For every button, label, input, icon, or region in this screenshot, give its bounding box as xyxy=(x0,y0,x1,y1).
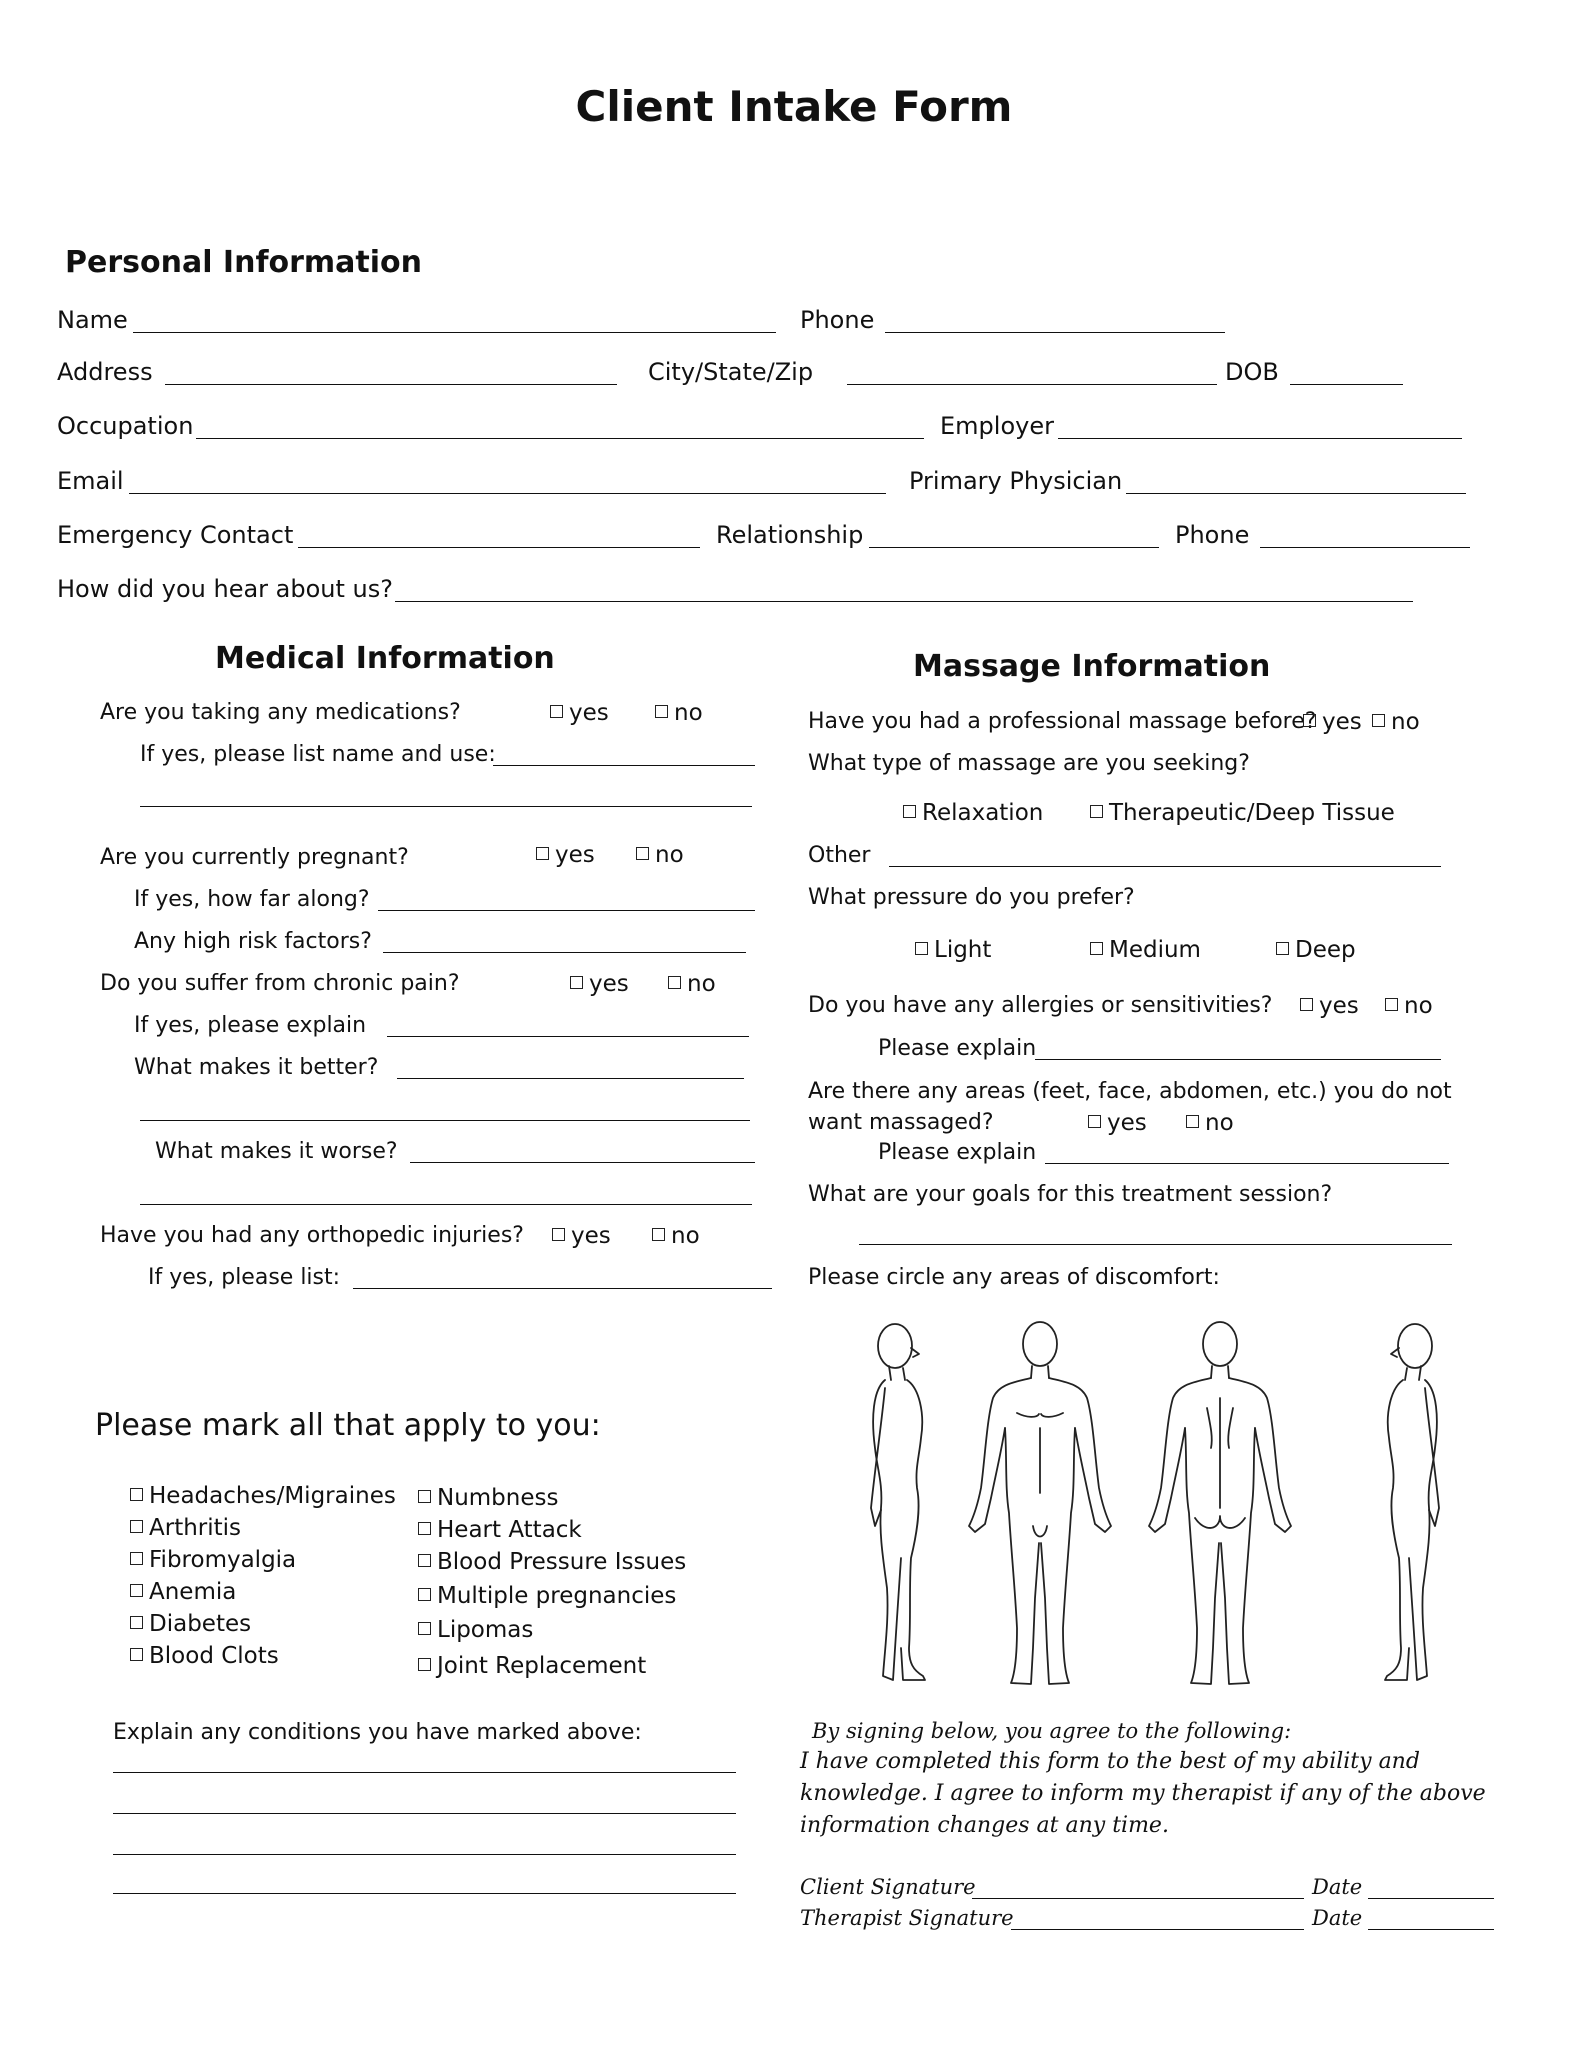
had-massage-yes-option[interactable]: yes xyxy=(1303,707,1362,737)
conditions-explain-field-3[interactable] xyxy=(113,1854,736,1855)
medications-question: Are you taking any medications? xyxy=(100,700,461,725)
checkbox-icon xyxy=(655,705,668,718)
medications-no-option[interactable]: no xyxy=(655,698,703,728)
orthopedic-yes-option[interactable]: yes xyxy=(552,1221,611,1251)
better-field[interactable] xyxy=(397,1078,744,1079)
body-back-figure xyxy=(1149,1322,1291,1684)
body-front-figure xyxy=(969,1322,1111,1684)
condition-blood-pressure[interactable]: Blood Pressure Issues xyxy=(418,1547,686,1577)
areas-explain-field[interactable] xyxy=(1045,1163,1449,1164)
agreement-intro: By signing below, you agree to the following: xyxy=(812,1719,1292,1743)
checkbox-icon xyxy=(418,1622,431,1635)
condition-diabetes[interactable]: Diabetes xyxy=(130,1609,251,1639)
hear-about-field[interactable] xyxy=(395,601,1413,602)
pressure-deep-option[interactable]: Deep xyxy=(1276,935,1356,965)
condition-headaches[interactable]: Headaches/Migraines xyxy=(130,1481,396,1511)
condition-fibromyalgia[interactable]: Fibromyalgia xyxy=(130,1545,296,1575)
checkbox-icon xyxy=(130,1552,143,1565)
medications-list-field[interactable] xyxy=(493,765,755,766)
condition-multiple-pregnancies[interactable]: Multiple pregnancies xyxy=(418,1581,676,1611)
dob-field[interactable] xyxy=(1290,384,1403,385)
hear-about-label: How did you hear about us? xyxy=(57,575,393,603)
areas-explain-label: Please explain xyxy=(878,1140,1037,1165)
relaxation-option[interactable]: Relaxation xyxy=(903,798,1043,828)
other-field[interactable] xyxy=(889,866,1441,867)
phone-field[interactable] xyxy=(885,332,1225,333)
checkbox-icon xyxy=(903,805,916,818)
dob-label: DOB xyxy=(1225,358,1279,386)
employer-label: Employer xyxy=(940,412,1054,440)
checkbox-icon xyxy=(1300,998,1313,1011)
email-label: Email xyxy=(57,467,124,495)
allergies-no-option[interactable]: no xyxy=(1385,991,1433,1021)
allergies-explain-label: Please explain xyxy=(878,1036,1037,1061)
emergency-contact-label: Emergency Contact xyxy=(57,521,294,549)
checkbox-icon xyxy=(130,1584,143,1597)
other-label: Other xyxy=(808,843,871,868)
checkbox-icon xyxy=(418,1522,431,1535)
relationship-field[interactable] xyxy=(869,547,1159,548)
page-title: Client Intake Form xyxy=(575,82,1013,131)
checkbox-icon xyxy=(130,1648,143,1661)
checkbox-icon xyxy=(1088,1115,1101,1128)
pregnant-yes-option[interactable]: yes xyxy=(536,840,595,870)
ortho-list-field[interactable] xyxy=(353,1288,772,1289)
allergies-yes-option[interactable]: yes xyxy=(1300,991,1359,1021)
checkbox-icon xyxy=(130,1520,143,1533)
address-field[interactable] xyxy=(165,384,617,385)
city-state-zip-field[interactable] xyxy=(847,384,1217,385)
therapeutic-option[interactable]: Therapeutic/Deep Tissue xyxy=(1090,798,1395,828)
checkbox-icon xyxy=(418,1554,431,1567)
worse-label: What makes it worse? xyxy=(155,1139,398,1164)
areas-no-option[interactable]: no xyxy=(1186,1108,1234,1138)
occupation-label: Occupation xyxy=(57,412,194,440)
high-risk-field[interactable] xyxy=(383,952,746,953)
pressure-light-option[interactable]: Light xyxy=(915,935,991,965)
chronic-pain-question: Do you suffer from chronic pain? xyxy=(100,971,460,996)
checkbox-icon xyxy=(130,1488,143,1501)
checkbox-icon xyxy=(652,1228,665,1241)
checkbox-icon xyxy=(550,705,563,718)
condition-blood-clots[interactable]: Blood Clots xyxy=(130,1641,279,1671)
checkbox-icon xyxy=(1385,998,1398,1011)
emergency-phone-field[interactable] xyxy=(1260,547,1470,548)
condition-arthritis[interactable]: Arthritis xyxy=(130,1513,241,1543)
primary-physician-field[interactable] xyxy=(1126,493,1466,494)
pain-explain-field[interactable] xyxy=(387,1036,749,1037)
pain-explain-label: If yes, please explain xyxy=(134,1013,367,1038)
checkbox-icon xyxy=(1186,1115,1199,1128)
address-label: Address xyxy=(57,358,153,386)
areas-yes-option[interactable]: yes xyxy=(1088,1108,1147,1138)
body-diagram[interactable] xyxy=(845,1318,1465,1698)
pressure-question: What pressure do you prefer? xyxy=(808,885,1135,910)
areas-question-line1: Are there any areas (feet, face, abdomen, etc.) you do not xyxy=(808,1079,1452,1104)
conditions-explain-field-2[interactable] xyxy=(113,1813,736,1814)
chronic-pain-yes-option[interactable]: yes xyxy=(570,969,629,999)
pressure-medium-option[interactable]: Medium xyxy=(1090,935,1201,965)
emergency-contact-field[interactable] xyxy=(298,547,700,548)
condition-anemia[interactable]: Anemia xyxy=(130,1577,236,1607)
checkbox-icon xyxy=(636,847,649,860)
name-label: Name xyxy=(57,306,128,334)
worse-field[interactable] xyxy=(410,1162,755,1163)
city-state-zip-label: City/State/Zip xyxy=(648,358,814,386)
condition-lipomas[interactable]: Lipomas xyxy=(418,1615,533,1645)
high-risk-label: Any high risk factors? xyxy=(134,929,372,954)
orthopedic-no-option[interactable]: no xyxy=(652,1221,700,1251)
checkbox-icon xyxy=(570,976,583,989)
checkbox-icon xyxy=(130,1616,143,1629)
allergies-explain-field[interactable] xyxy=(1035,1059,1441,1060)
relationship-label: Relationship xyxy=(716,521,864,549)
medical-info-heading: Medical Information xyxy=(215,641,555,676)
therapist-signature-field[interactable] xyxy=(1011,1929,1304,1930)
pregnant-question: Are you currently pregnant? xyxy=(100,845,409,870)
client-signature-field[interactable] xyxy=(972,1898,1304,1899)
primary-physician-label: Primary Physician xyxy=(909,467,1123,495)
conditions-explain-label: Explain any conditions you have marked above: xyxy=(113,1720,642,1745)
checkbox-icon xyxy=(915,942,928,955)
chronic-pain-no-option[interactable]: no xyxy=(668,969,716,999)
goals-question: What are your goals for this treatment session? xyxy=(808,1182,1333,1207)
checkbox-icon xyxy=(418,1658,431,1671)
condition-heart-attack[interactable]: Heart Attack xyxy=(418,1515,582,1545)
client-signature-label: Client Signature xyxy=(800,1875,976,1899)
checkbox-icon xyxy=(418,1490,431,1503)
goals-field[interactable] xyxy=(859,1244,1452,1245)
better-label: What makes it better? xyxy=(134,1055,379,1080)
how-far-field[interactable] xyxy=(378,910,755,911)
medications-list-label: If yes, please list name and use: xyxy=(140,742,496,767)
ortho-list-label: If yes, please list: xyxy=(148,1265,341,1290)
better-field-2[interactable] xyxy=(140,1120,750,1121)
therapist-date-label: Date xyxy=(1312,1906,1363,1930)
client-date-label: Date xyxy=(1312,1875,1363,1899)
personal-info-heading: Personal Information xyxy=(65,245,422,280)
pregnant-no-option[interactable]: no xyxy=(636,840,684,870)
massage-type-question: What type of massage are you seeking? xyxy=(808,751,1250,776)
conditions-explain-field-4[interactable] xyxy=(113,1893,736,1894)
checkbox-icon xyxy=(1090,805,1103,818)
checkbox-icon xyxy=(1276,942,1289,955)
checkbox-icon xyxy=(668,976,681,989)
had-massage-question: Have you had a professional massage before? xyxy=(808,709,1317,734)
checkbox-icon xyxy=(552,1228,565,1241)
condition-joint-replacement[interactable]: Joint Replacement xyxy=(418,1651,646,1681)
emergency-phone-label: Phone xyxy=(1175,521,1250,549)
agreement-text: I have completed this form to the best of my ability and knowledge. I agree to inform my therapist if any of the above information changes at any time. xyxy=(800,1749,1486,1838)
had-massage-no-option[interactable]: no xyxy=(1372,707,1420,737)
body-side-left-figure xyxy=(871,1324,925,1680)
checkbox-icon xyxy=(536,847,549,860)
body-side-right-figure xyxy=(1385,1324,1439,1680)
conditions-heading: Please mark all that apply to you: xyxy=(95,1408,601,1443)
checkbox-icon xyxy=(1090,942,1103,955)
therapist-date-field[interactable] xyxy=(1368,1929,1494,1930)
email-field[interactable] xyxy=(129,493,886,494)
client-date-field[interactable] xyxy=(1368,1898,1494,1899)
employer-field[interactable] xyxy=(1058,438,1462,439)
orthopedic-question: Have you had any orthopedic injuries? xyxy=(100,1223,524,1248)
therapist-signature-label: Therapist Signature xyxy=(800,1906,1014,1930)
checkbox-icon xyxy=(1372,714,1385,727)
checkbox-icon xyxy=(418,1588,431,1601)
occupation-field[interactable] xyxy=(196,438,924,439)
how-far-label: If yes, how far along? xyxy=(134,887,370,912)
conditions-explain-field-1[interactable] xyxy=(113,1772,736,1773)
allergies-question: Do you have any allergies or sensitivities? xyxy=(808,993,1273,1018)
areas-question-line2: want massaged? xyxy=(808,1110,994,1135)
medications-yes-option[interactable]: yes xyxy=(550,698,609,728)
name-field[interactable] xyxy=(133,332,776,333)
medications-list-field-2[interactable] xyxy=(140,806,752,807)
worse-field-2[interactable] xyxy=(140,1204,752,1205)
checkbox-icon xyxy=(1303,714,1316,727)
circle-areas-label: Please circle any areas of discomfort: xyxy=(808,1265,1220,1290)
phone-label: Phone xyxy=(800,306,875,334)
condition-numbness[interactable]: Numbness xyxy=(418,1483,558,1513)
massage-info-heading: Massage Information xyxy=(913,649,1271,684)
